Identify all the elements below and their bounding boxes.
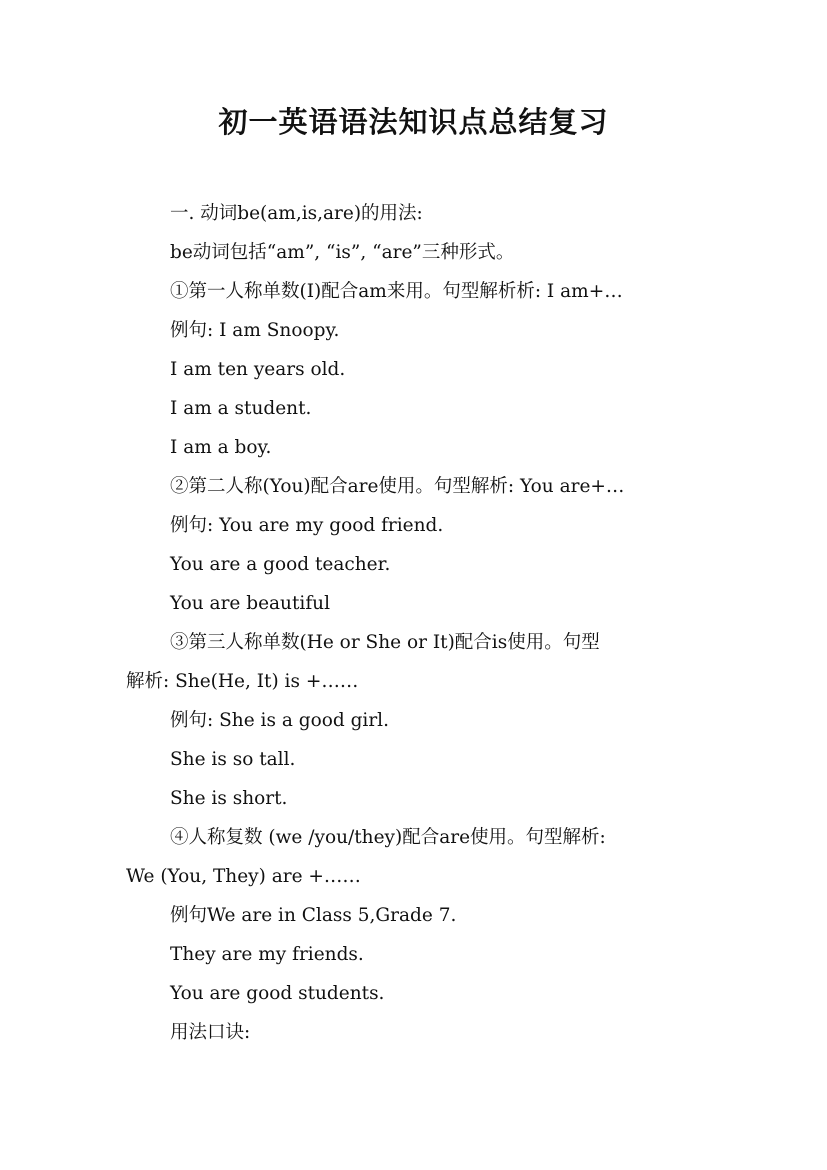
text-line: 解析: She(He, It) is +…… bbox=[126, 671, 359, 692]
text-line: 例句: I am Snoopy. bbox=[170, 320, 340, 341]
text-line: We (You, They) are +…… bbox=[126, 866, 361, 887]
text-line: I am ten years old. bbox=[170, 359, 346, 380]
text-line: You are good students. bbox=[170, 983, 385, 1004]
document-title: 初一英语语法知识点总结复习 bbox=[218, 105, 609, 139]
text-line: 用法口诀: bbox=[170, 1022, 251, 1043]
text-line: 例句: You are my good friend. bbox=[170, 515, 444, 536]
text-line: 例句We are in Class 5,Grade 7. bbox=[170, 905, 457, 926]
text-line: She is so tall. bbox=[170, 749, 296, 770]
text-line: You are a good teacher. bbox=[170, 554, 391, 575]
document-body bbox=[126, 194, 716, 1052]
text-line: She is short. bbox=[170, 788, 288, 809]
text-line: ②第二人称(You)配合are使用。句型解析: You are+… bbox=[170, 476, 625, 497]
text-line: ③第三人称单数(He or She or It)配合is使用。句型 bbox=[170, 632, 600, 653]
text-line: I am a boy. bbox=[170, 437, 272, 458]
text-line: ④人称复数 (we /you/they)配合are使用。句型解析: bbox=[170, 827, 606, 848]
text-line: They are my friends. bbox=[170, 944, 364, 965]
text-line: I am a student. bbox=[170, 398, 312, 419]
text-line: ①第一人称单数(I)配合am来用。句型解析析: I am+… bbox=[170, 281, 623, 302]
text-line: 一. 动词be(am,is,are)的用法: bbox=[170, 203, 423, 224]
text-line: 例句: She is a good girl. bbox=[170, 710, 389, 731]
text-line: You are beautiful bbox=[170, 593, 331, 614]
text-line: be动词包括“am”, “is”, “are”三种形式。 bbox=[170, 242, 515, 263]
